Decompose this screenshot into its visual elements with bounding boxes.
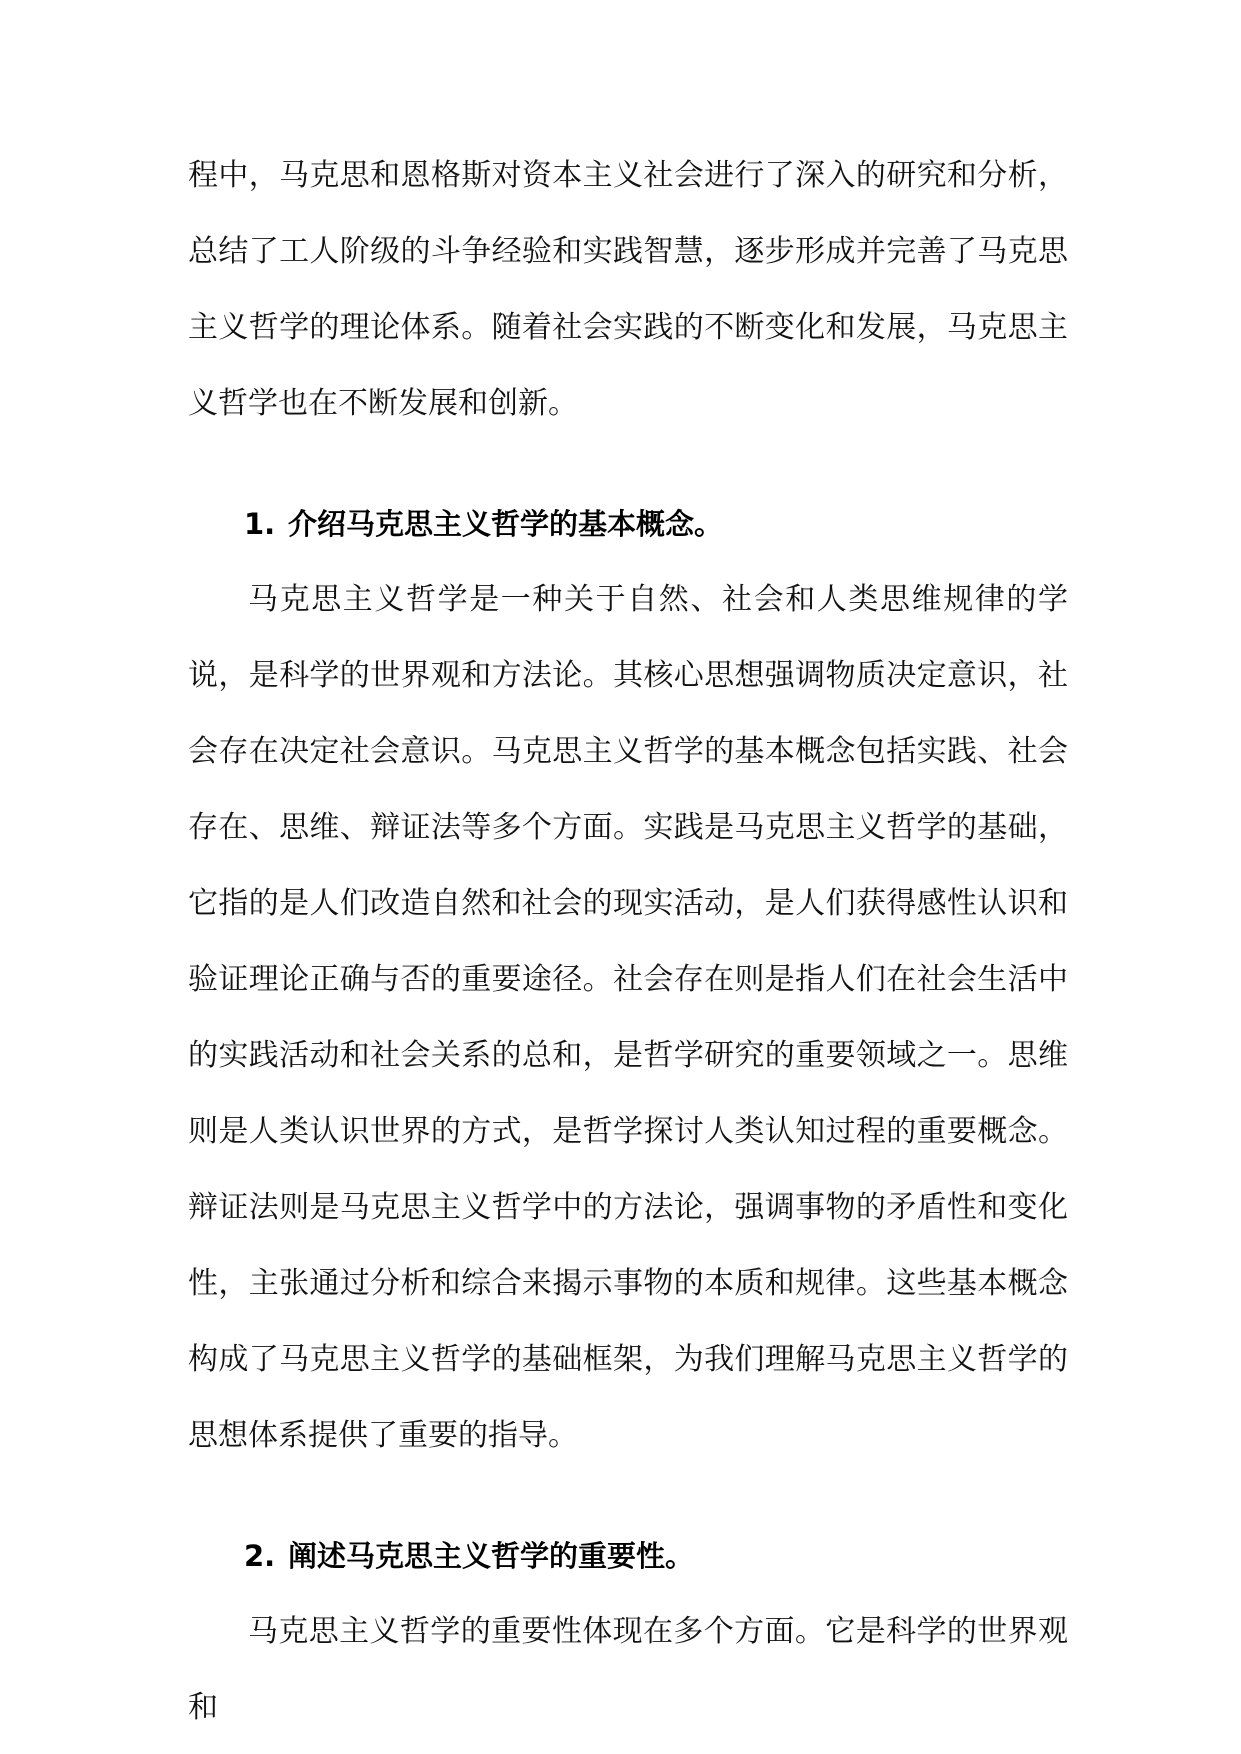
section-paragraph-1: 马克思主义哲学是一种关于自然、社会和人类思维规律的学说，是科学的世界观和方法论。其核心思想强调物质决定意识，社会存在决定社会意识。马克思主义哲学的基本概念包括实践、社会存在、思维、辩证法等多个方面。实践是马克思主义哲学的基础，它指的是人们改造自然和社会的现实活动，是人们获得感性认识和验证理论正确与否的重要途径。社会存在则是指人们在社会生活中的实践活动和社会关系的总和，是哲学研究的重要领域之一。思维则是人类认识世界的方式，是哲学探讨人类认知过程的重要概念。辩证法则是马克思主义哲学中的方法论，强调事物的矛盾性和变化性，主张通过分析和综合来揭示事物的本质和规律。这些基本概念构成了马克思主义哲学的基础框架，为我们理解马克思主义哲学的思想体系提供了重要的指导。 xyxy=(188,582,1068,1453)
section-spacer xyxy=(188,442,1068,464)
section-paragraph-2: 马克思主义哲学的重要性体现在多个方面。它是科学的世界观和 xyxy=(188,1614,1068,1725)
section-number: 2. xyxy=(244,1539,276,1573)
section-title: 阐述马克思主义哲学的重要性。 xyxy=(288,1539,695,1573)
section-number: 1. xyxy=(244,507,276,541)
section-title: 介绍马克思主义哲学的基本概念。 xyxy=(288,507,724,541)
section-spacer xyxy=(188,1474,1068,1496)
intro-paragraph: 程中，马克思和恩格斯对资本主义社会进行了深入的研究和分析，总结了工人阶级的斗争经验和实践智慧，逐步形成并完善了马克思主义哲学的理论体系。随着社会实践的不断变化和发展，马克思主义哲学也在不断发展和创新。 xyxy=(188,158,1068,421)
document-body xyxy=(188,138,1068,1746)
section-heading-2 xyxy=(188,1518,1068,1594)
section-heading-1 xyxy=(188,486,1068,562)
